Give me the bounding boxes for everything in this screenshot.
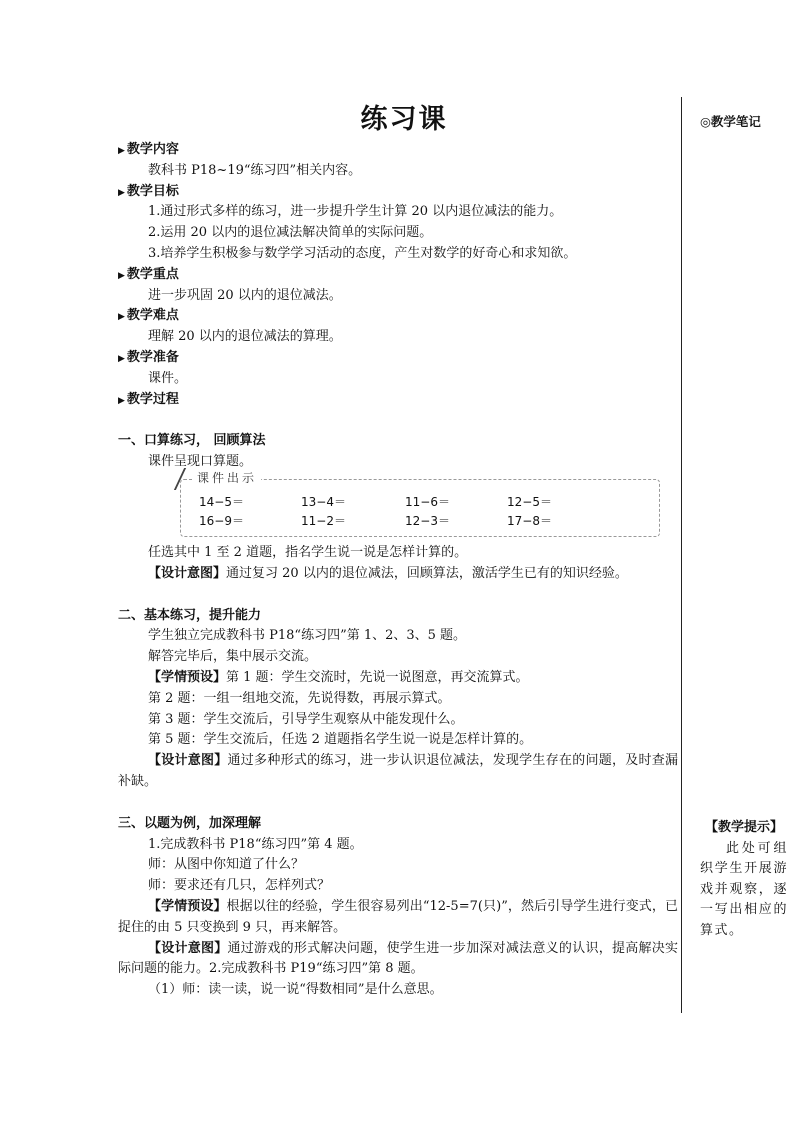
part3-line: 师：要求还有几只，怎样列式？: [148, 878, 331, 894]
math-problem: 13−4＝: [301, 494, 346, 509]
triangle-bullet-icon: ▶: [118, 312, 125, 323]
part2-heading: 二、基本练习，提升能力: [118, 607, 262, 623]
courseware-box: [180, 470, 660, 537]
math-problem: 12−3＝: [405, 513, 450, 528]
teaching-tip-head: 【教学提示】: [704, 820, 783, 835]
part1-intent: 【设计意图】通过复习 20 以内的退位减法，回顾算法，激活学生已有的知识经验。: [148, 565, 628, 581]
notes-column: [700, 112, 788, 130]
part3-last: （1）师：读一读，说一说“得数相同”是什么意思。: [148, 982, 443, 998]
margin-divider: [681, 97, 682, 1013]
part2-intent: 【设计意图】通过多种形式的练习，进一步认识退位减法，发现学生存在的问题，及时查漏补缺。: [118, 753, 678, 789]
triangle-bullet-icon: ▶: [118, 270, 125, 281]
goal-item: 1.通过形式多样的练习，进一步提升学生计算 20 以内退位减法的能力。: [148, 204, 563, 220]
part3-line: 1.完成教科书 P18“练习四”第 4 题。: [148, 836, 363, 852]
section-heading-prep: ▶ 教学准备: [118, 349, 179, 365]
triangle-bullet-icon: ▶: [118, 187, 125, 198]
triangle-bullet-icon: ▶: [118, 395, 125, 406]
teaching-tip-body: 此处可组织学生开展游戏并观察，逐一写出相应的算式。: [700, 840, 788, 938]
key-text: 进一步巩固 20 以内的退位减法。: [148, 287, 342, 303]
lesson-plan: [118, 100, 678, 1001]
math-problem: 17−8＝: [507, 513, 552, 528]
page-title: 练习课: [360, 104, 448, 135]
difficulty-text: 理解 20 以内的退位减法的算理。: [148, 329, 342, 345]
part1-intro: 课件呈现口算题。: [148, 454, 253, 470]
section-heading-goals: ▶ 教学目标: [118, 183, 179, 199]
part3-line: 师：从图中你知道了什么？: [148, 857, 305, 873]
notes-title: ◎教学笔记: [700, 114, 761, 129]
part3-preset: 【学情预设】根据以往的经验，学生很容易列出“12-5=7(只)”，然后引导学生进行变式，已捉住的由 5 只变换到 9 只，再来解答。: [118, 898, 678, 935]
goal-item: 3.培养学生积极参与数学学习活动的态度，产生对数学的好奇心和求知欲。: [148, 245, 577, 261]
math-problem: 16−9＝: [199, 513, 244, 528]
prep-text: 课件。: [148, 370, 188, 386]
math-problem: 14−5＝: [199, 494, 244, 509]
math-problem: 11−6＝: [405, 494, 450, 509]
courseware-label: 课件出示: [193, 469, 261, 486]
content-text: 教科书 P18~19“练习四”相关内容。: [148, 162, 362, 178]
part2-line: 第 5 题：学生交流后，任选 2 道题指名学生说一说是怎样计算的。: [148, 732, 533, 748]
math-problem: 11−2＝: [301, 513, 346, 528]
part2-line: 学生独立完成教科书 P18“练习四”第 1、2、3、5 题。: [148, 628, 467, 644]
part2-line: 第 2 题：一组一组地交流，先说得数，再展示算式。: [148, 690, 451, 706]
section-heading-difficulty: ▶ 教学难点: [118, 308, 179, 324]
part3-heading: 三、以题为例，加深理解: [118, 815, 262, 831]
triangle-bullet-icon: ▶: [118, 146, 125, 156]
section-heading-key: ▶ 教学重点: [118, 266, 179, 282]
section-heading-process: ▶ 教学过程: [118, 391, 179, 407]
part2-line: 解答完毕后，集中展示交流。: [148, 649, 318, 665]
goal-item: 2.运用 20 以内的退位减法解决简单的实际问题。: [148, 225, 433, 241]
teaching-tip: [700, 818, 788, 941]
section-heading-content: ▶ 教学内容: [118, 142, 179, 157]
part1-heading: 一、口算练习， 回顾算法: [118, 433, 266, 449]
math-problem: 12−5＝: [507, 494, 552, 509]
part1-after: 任选其中 1 至 2 道题，指名学生说一说是怎样计算的。: [148, 544, 468, 560]
triangle-bullet-icon: ▶: [118, 353, 125, 364]
part2-preset: 【学情预设】第 1 题：学生交流时，先说一说图意，再交流算式。: [148, 669, 529, 685]
part2-line: 第 3 题：学生交流后，引导学生观察从中能发现什么。: [148, 711, 464, 727]
part3-intent: 【设计意图】通过游戏的形式解决问题，使学生进一步加深对减法意义的认识，提高解决实际问题的能力。2.完成教科书 P19“练习四”第 8 题。: [118, 940, 678, 977]
